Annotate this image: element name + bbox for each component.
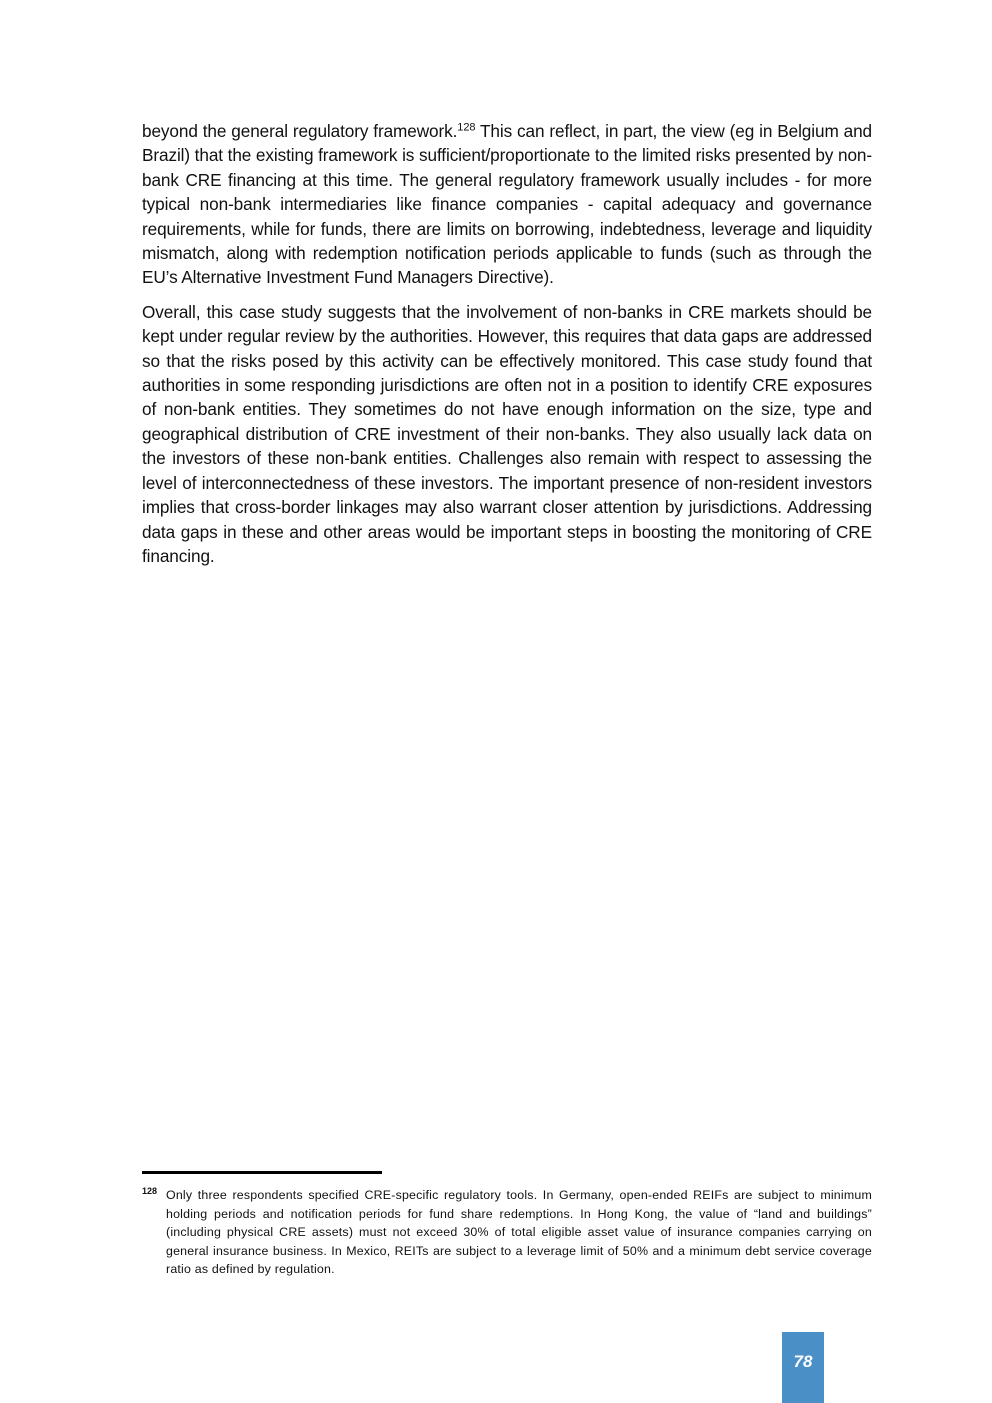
paragraph-1-text-end: This can reflect, in part, the view (eg in Belgium and Brazil) that the existing framework is sufficient/proportionate to the limited risks presented by non-bank CRE financing at this time. The general regulatory framework usually includes - for more typical non-bank intermediaries like finance companies - capital adequacy and governance requirements, while for funds, there are limits on borrowing, indebtedness, leverage and liquidity mismatch, along with redemption notification periods applicable to funds (such as through the EU’s Alternative Investment Fund Managers Directive). (142, 121, 873, 288)
footnote-reference[interactable]: 128 (457, 121, 476, 134)
paragraph-1-text-start: beyond the general regulatory framework. (142, 121, 458, 141)
paragraph-2: Overall, this case study suggests that the involvement of non-banks in CRE markets should be kept under regular review by the authorities. However, this requires that data gaps are addressed so that the risks posed by this activity can be effectively monitored. This case study found that authorities in some responding jurisdictions are often not in a position to identify CRE exposures of non-bank entities. They sometimes do not have enough information on the size, type and geographical distribution of CRE investment of their non-banks. They also usually lack data on the investors of these non-bank entities. Challenges also remain with respect to assessing the level of interconnectedness of these investors. The important presence of non-resident investors implies that cross-border linkages may also warrant closer attention by jurisdictions. Addressing data gaps in these and other areas would be important steps in boosting the monitoring of CRE financing. (142, 301, 872, 566)
body-text (142, 119, 872, 578)
page-number: 78 (793, 1352, 813, 1371)
footnote (142, 1186, 872, 1279)
footnote-number: 128 (142, 1186, 158, 1196)
paragraph-1 (142, 119, 872, 290)
page-number-badge (782, 1332, 824, 1403)
footnote-text: Only three respondents specified CRE-specific regulatory tools. In Germany, open-ended REIFs are subject to minimum holding periods and notification periods for fund share redemptions. In Hong Kong, the value of “land and buildings” (including physical CRE assets) must not exceed 30% of total eligible asset value of insurance companies carrying on general insurance business. In Mexico, REITs are subject to a leverage limit of 50% and a minimum debt service coverage ratio as defined by regulation. (166, 1188, 872, 1277)
footnote-divider (142, 1171, 382, 1174)
